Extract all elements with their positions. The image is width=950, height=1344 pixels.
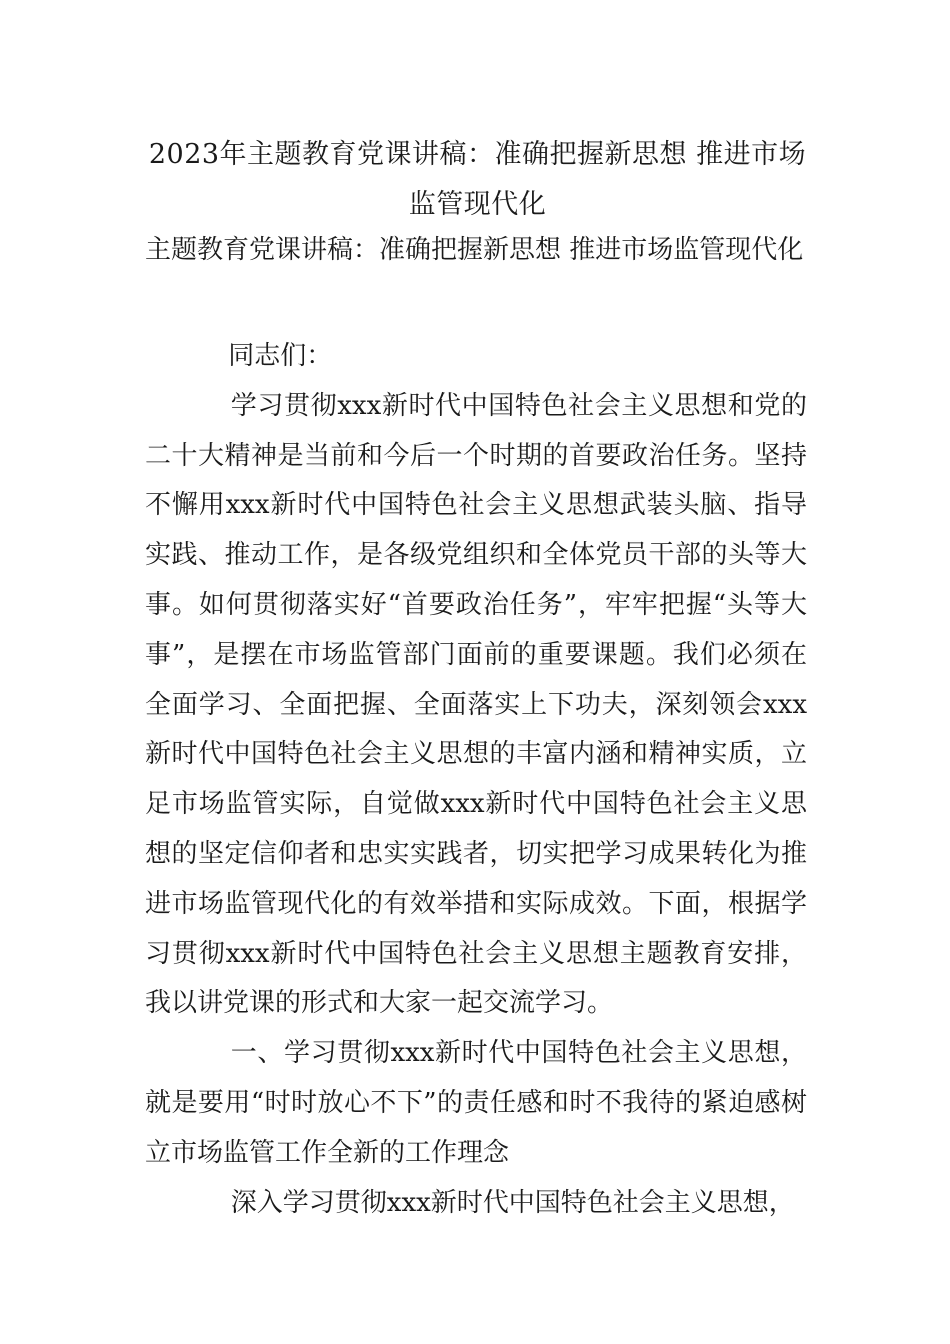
paragraph-section-1: 深入学习贯彻xxx新时代中国特色社会主义思想， bbox=[230, 1187, 795, 1218]
document-subtitle: 主题教育党课讲稿：准确把握新思想 推进市场监管现代化 bbox=[145, 235, 804, 265]
document-body bbox=[145, 332, 807, 1228]
section-heading-1: 一、学习贯彻xxx新时代中国特色社会主义思想，就是要用“时时放心不下”的责任感和时不我待的紧迫感树立市场监管工作全新的工作理念 bbox=[145, 1038, 807, 1168]
salutation: 同志们： bbox=[228, 341, 333, 371]
paragraph-intro: 学习贯彻xxx新时代中国特色社会主义思想和党的二十大精神是当前和今后一个时期的首要政治任务。坚持不懈用xxx新时代中国特色社会主义思想武装头脑、指导实践、推动工作，是各级党组织和全体党员干部的头等大事。如何贯彻落实好“首要政治任务”，牢牢把握“头等大事”，是摆在市场监管部门面前的重要课题。我们必须在全面学习、全面把握、全面落实上下功夫，深刻领会xxx新时代中国特色社会主义思想的丰富内涵和精神实质，立足市场监管实际，自觉做xxx新时代中国特色社会主义思想的坚定信仰者和忠实实践者，切实把学习成果转化为推进市场监管现代化的有效举措和实际成效。下面，根据学习贯彻xxx新时代中国特色社会主义思想主题教育安排，我以讲党课的形式和大家一起交流学习。 bbox=[145, 390, 807, 1019]
document-title: 2023年主题教育党课讲稿：准确把握新思想 推进市场监管现代化 bbox=[148, 139, 807, 220]
